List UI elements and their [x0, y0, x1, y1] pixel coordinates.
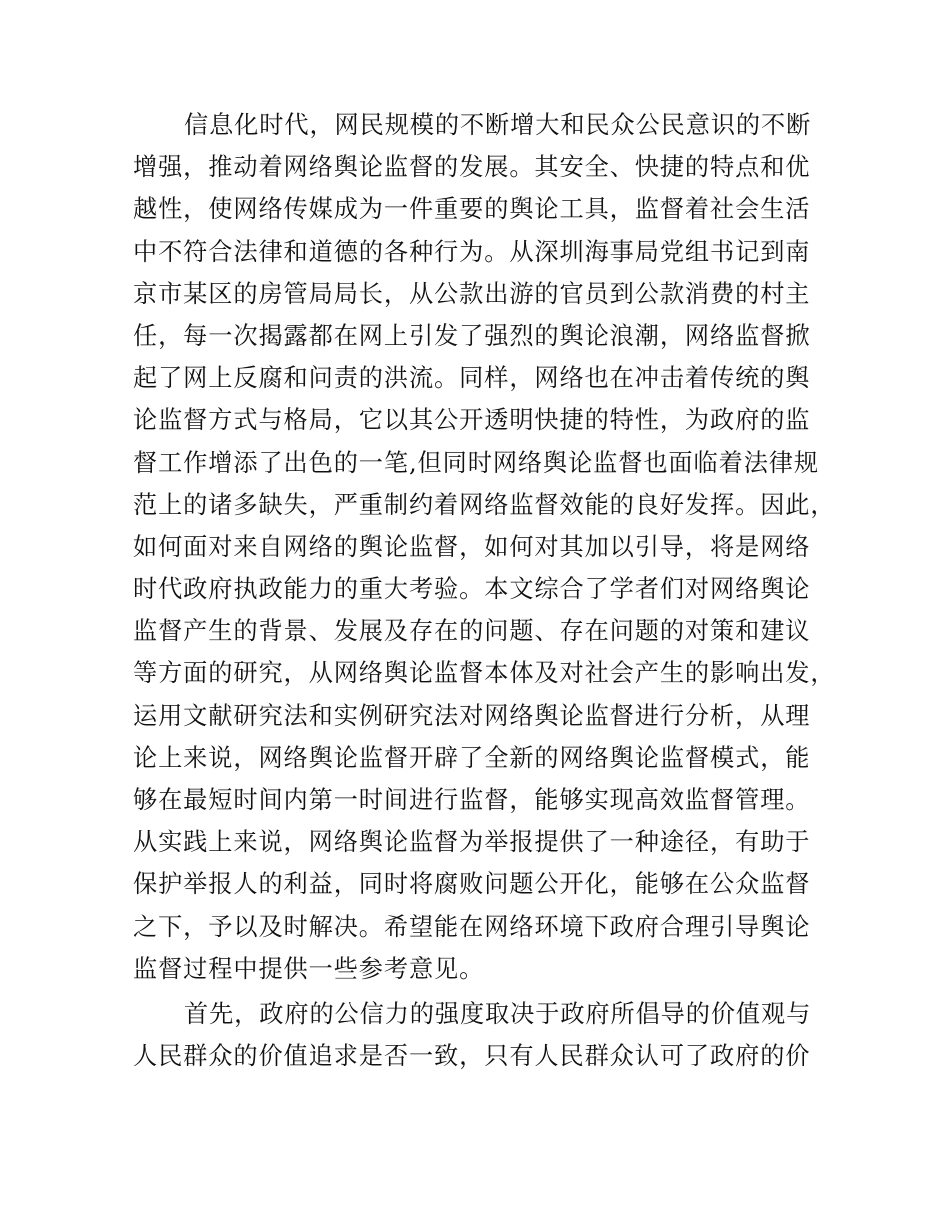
text-line: 人民群众的价值追求是否一致，只有人民群众认可了政府的价: [133, 1042, 811, 1071]
text-line: 如何面对来自网络的舆论监督，如何对其加以引导，将是网络: [133, 532, 811, 561]
text-line: 起了网上反腐和问责的洪流。同样，网络也在冲击着传统的舆: [133, 364, 811, 393]
text-line: 论上来说，网络舆论监督开辟了全新的网络舆论监督模式，能: [133, 743, 811, 772]
text-line: 等方面的研究，从网络舆论监督本体及对社会产生的影响出发，: [133, 659, 836, 688]
text-line: 够在最短时间内第一时间进行监督，能够实现高效监督管理。: [133, 786, 811, 814]
text-line: 越性，使网络传媒成为一件重要的舆论工具，监督着社会生活: [133, 195, 811, 224]
text-line: 保护举报人的利益，同时将腐败问题公开化，能够在公众监督: [133, 870, 811, 899]
paragraph-1: [133, 104, 836, 990]
text-line: 首先，政府的公信力的强度取决于政府所倡导的价值观与: [184, 999, 812, 1028]
text-line: 时代政府执政能力的重大考验。本文综合了学者们对网络舆论: [133, 575, 811, 604]
text-line: 论监督方式与格局，它以其公开透明快捷的特性，为政府的监: [133, 406, 811, 435]
text-line: 运用文献研究法和实例研究法对网络舆论监督进行分析，从理: [133, 701, 811, 730]
text-line: 信息化时代，网民规模的不断增大和民众公民意识的不断: [184, 111, 812, 139]
text-line: 督工作增添了出色的一笔,但同时网络舆论监督也面临着法律规: [133, 448, 819, 477]
text-line: 京市某区的房管局局长，从公款出游的官员到公款消费的村主: [133, 279, 811, 308]
text-line: 范上的诸多缺失，严重制约着网络监督效能的良好发挥。因此，: [133, 490, 836, 519]
paragraph-2: [133, 993, 833, 1077]
text-line: 增强，推动着网络舆论监督的发展。其安全、快捷的特点和优: [133, 153, 811, 182]
text-line: 之下，予以及时解决。希望能在网络环境下政府合理引导舆论: [133, 912, 811, 941]
text-line: 中不符合法律和道德的各种行为。从深圳海事局党组书记到南: [133, 237, 811, 266]
text-line: 从实践上来说，网络舆论监督为举报提供了一种途径，有助于: [133, 828, 811, 857]
body-text: [133, 104, 836, 1077]
text-line: 任，每一次揭露都在网上引发了强烈的舆论浪潮，网络监督掀: [133, 321, 811, 350]
text-line: 监督过程中提供一些参考意见。: [133, 954, 485, 983]
text-line: 监督产生的背景、发展及存在的问题、存在问题的对策和建议: [133, 617, 811, 646]
